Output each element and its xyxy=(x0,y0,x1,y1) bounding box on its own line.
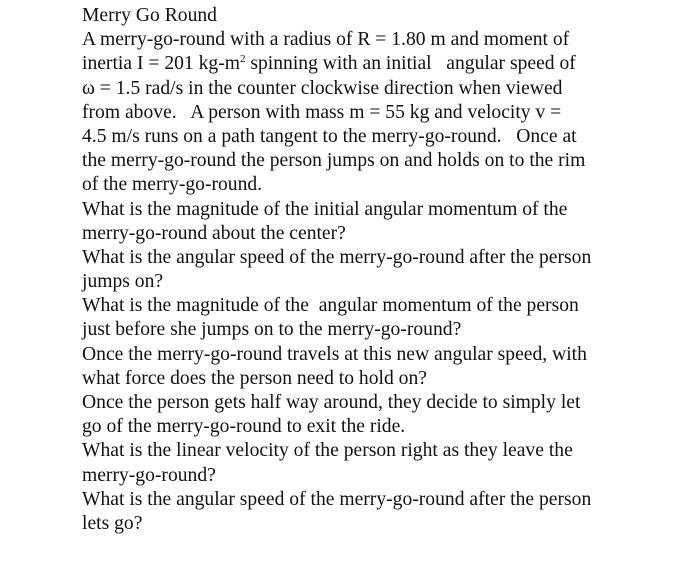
question-line: What is the magnitude of the initial angular momentum of the xyxy=(82,198,568,220)
question-3 xyxy=(82,294,672,342)
problem-statement xyxy=(82,28,672,197)
problem-line: from above. A person with mass m = 55 kg and velocity v = xyxy=(82,101,562,123)
question-line: jumps on? xyxy=(82,271,164,293)
question-line: What is the angular speed of the merry-go-round after the person xyxy=(82,246,592,268)
question-line: what force does the person need to hold on? xyxy=(82,367,427,389)
problem-line xyxy=(82,52,672,76)
question-2 xyxy=(82,246,672,294)
question-line: Once the merry-go-round travels at this new angular speed, with xyxy=(82,343,587,365)
problem-line: of the merry-go-round. xyxy=(82,174,263,196)
inertia-text: inertia I = 201 kg-m xyxy=(82,53,240,75)
question-5 xyxy=(82,439,672,487)
question-line: merry-go-round about the center? xyxy=(82,222,346,244)
problem-line: ω = 1.5 rad/s in the counter clockwise direction when viewed xyxy=(82,77,563,99)
problem-line: the merry-go-round the person jumps on and holds on to the rim xyxy=(82,150,586,172)
question-line: merry-go-round? xyxy=(82,464,216,486)
problem-line: A merry-go-round with a radius of R = 1.80 m and moment of xyxy=(82,29,570,51)
question-4 xyxy=(82,343,672,391)
problem-line: 4.5 m/s runs on a path tangent to the merry-go-round. Once at xyxy=(82,125,577,147)
question-6 xyxy=(82,488,672,536)
problem-document xyxy=(82,4,672,536)
question-line: lets go? xyxy=(82,512,143,534)
question-line: What is the linear velocity of the person right as they leave the xyxy=(82,440,573,462)
note-line: go of the merry-go-round to exit the ride. xyxy=(82,416,406,438)
question-1 xyxy=(82,198,672,246)
question-line: What is the angular speed of the merry-go-round after the person xyxy=(82,488,592,510)
squared-superscript: 2 xyxy=(239,53,246,66)
scenario-note xyxy=(82,391,672,439)
note-line: Once the person gets half way around, they decide to simply let xyxy=(82,392,581,413)
document-title: Merry Go Round xyxy=(82,5,217,26)
inertia-text-rest: spinning with an initial angular speed of xyxy=(245,53,576,75)
question-line: just before she jumps on to the merry-go-round? xyxy=(82,319,462,341)
question-line: What is the magnitude of the angular momentum of the person xyxy=(82,295,579,317)
